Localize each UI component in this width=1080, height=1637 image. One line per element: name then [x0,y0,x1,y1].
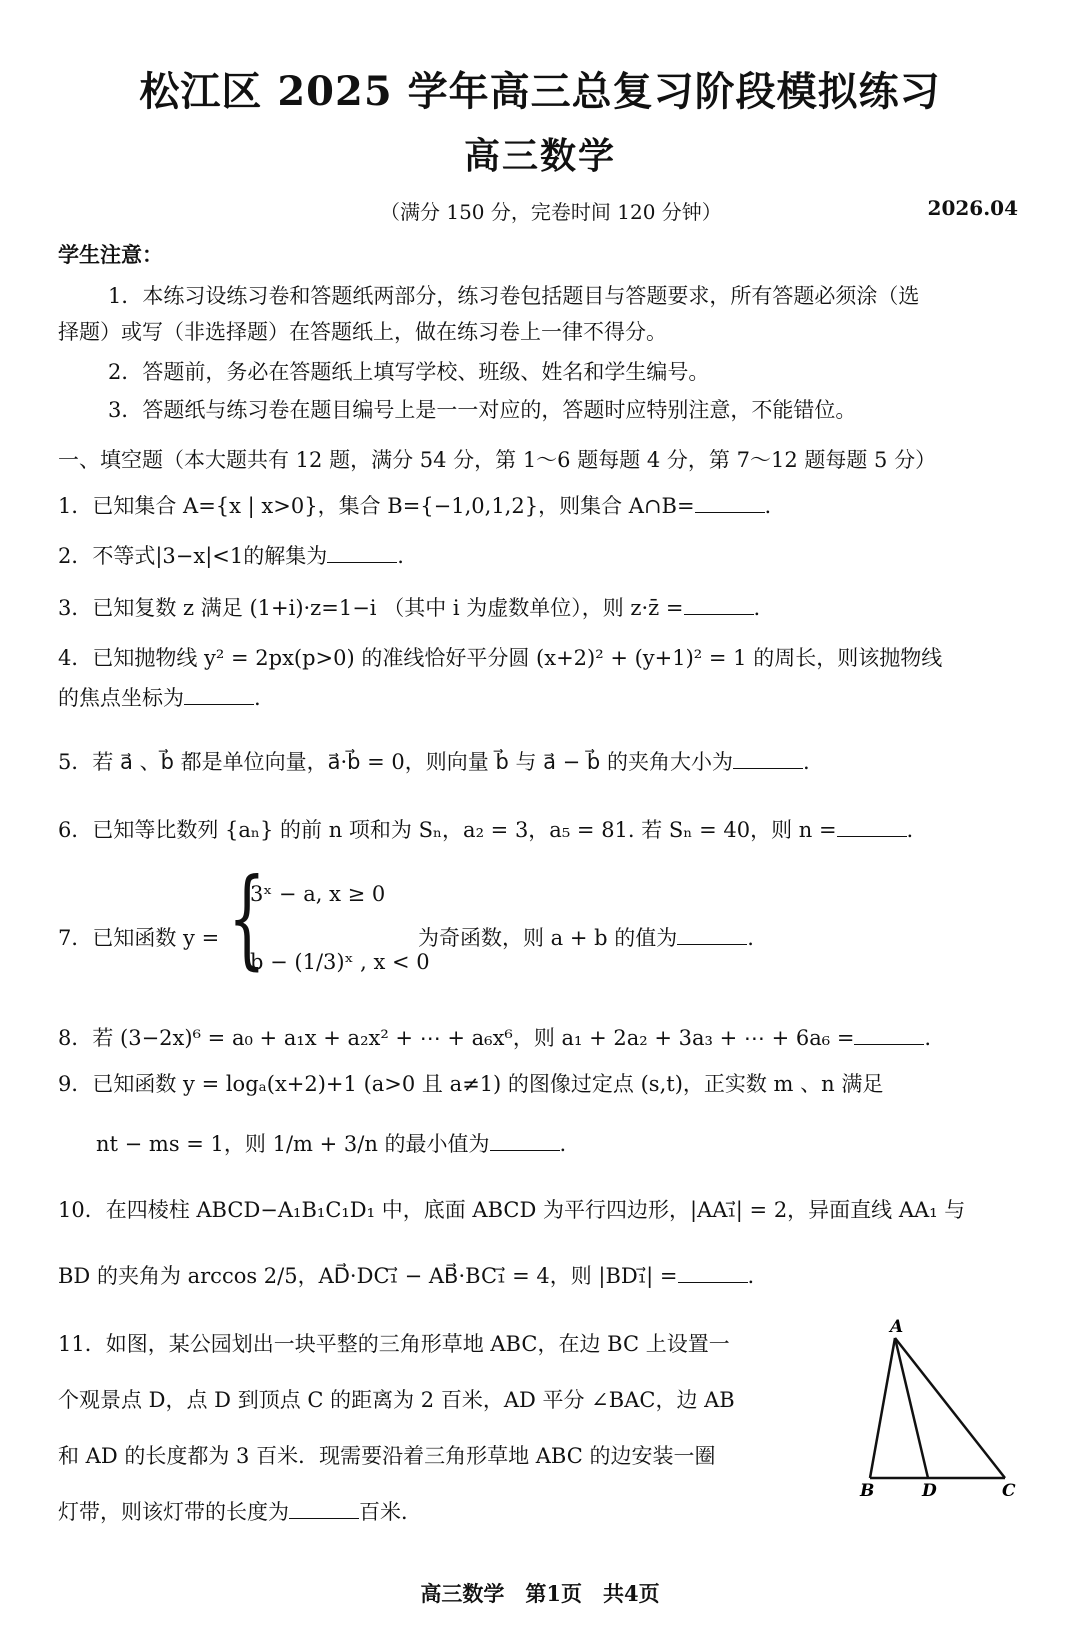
question-7: 为奇函数，则 a + b 的值为 . [418,926,754,950]
notice-item-3: 3．答题纸与练习卷在题目编号上是一一对应的，答题时应特别注意，不能错位。 [108,398,857,422]
question-11-cont-1: 个观景点 D，点 D 到顶点 C 的距离为 2 百米，AD 平分 ∠BAC，边 AB [58,1388,735,1412]
question-9-cont: nt − ms = 1，则 1/m + 3/n 的最小值为 . [96,1132,567,1156]
question-10-text: BD 的夹角为 arccos 2/5，AD⃗·DC₁⃗ − AB⃗·BC₁⃗ = 4，则 |BD₁⃗| = [58,1264,678,1288]
question-11-cont-2: 和 AD 的长度都为 3 百米．现需要沿着三角形草地 ABC 的边安装一圈 [58,1444,716,1468]
notice-item-2: 2．答题前，务必在答题纸上填写学校、班级、姓名和学生编号。 [108,360,710,384]
answer-blank [184,686,254,705]
question-4-text: 的焦点坐标为 [58,686,184,710]
edge-ab [870,1338,895,1478]
notice-heading: 学生注意： [58,242,163,267]
answer-blank [678,1264,748,1283]
question-2-text: 2．不等式|3−x|<1的解集为 [58,544,328,568]
label-d: D [922,1481,937,1498]
triangle-figure [850,1318,1030,1498]
notice-item-1: 1．本练习设练习卷和答题纸两部分，练习卷包括题目与答题要求，所有答题必须涂（选 [108,284,920,308]
question-4-cont: 的焦点坐标为 . [58,686,261,710]
question-11-unit: 百米． [359,1500,422,1524]
question-7-text: 为奇函数，则 a + b 的值为 [418,926,678,950]
question-3: 3．已知复数 z 满足 (1+i)·z=1−i （其中 i 为虚数单位），则 z·z̄ = . [58,596,761,620]
answer-blank [854,1026,924,1045]
question-6: 6．已知等比数列 {aₙ} 的前 n 项和为 Sₙ，a₂ = 3，a₅ = 81. 若 Sₙ = 40，则 n = . [58,818,914,842]
question-10: 10．在四棱柱 ABCD−A₁B₁C₁D₁ 中，底面 ABCD 为平行四边形，|AA₁⃗| = 2，异面直线 AA₁ 与 [58,1198,966,1222]
question-11-text: 灯带，则该灯带的长度为 [58,1500,289,1524]
question-7-case-2: b − (1/3)ˣ , x < 0 [250,950,430,974]
question-1-text: 1．已知集合 A={x | x>0}，集合 B={−1,0,1,2}，则集合 A∩B= [58,494,695,518]
section-heading: 一、填空题（本大题共有 12 题，满分 54 分，第 1～6 题每题 4 分，第 7～12 题每题 5 分） [58,448,937,472]
answer-blank [677,926,747,945]
label-b: B [860,1481,875,1498]
answer-blank [695,494,765,513]
label-c: C [1002,1481,1016,1498]
answer-blank [733,750,803,769]
question-4: 4．已知抛物线 y² = 2px(p>0) 的准线恰好平分圆 (x+2)² + (y+1)² = 1 的周长，则该抛物线 [58,646,943,670]
question-9-text: nt − ms = 1，则 1/m + 3/n 的最小值为 [96,1132,490,1156]
question-5: 5．若 a⃗ 、b⃗ 都是单位向量，a⃗·b⃗ = 0，则向量 b⃗ 与 a⃗ − b⃗ 的夹角大小为 . [58,750,810,774]
answer-blank [327,544,397,563]
question-8: 8．若 (3−2x)⁶ = a₀ + a₁x + a₂x² + ⋯ + a₆x⁶，则 a₁ + 2a₂ + 3a₃ + ⋯ + 6a₆ = . [58,1026,932,1050]
piecewise-brace: { [228,856,266,981]
exam-title: 松江区 2025 学年高三总复习阶段模拟练习 [139,68,941,115]
page-footer: 高三数学 第1页 共4页 [420,1581,660,1606]
exam-note: （满分 150 分，完卷时间 120 分钟） [380,200,722,224]
answer-blank [289,1500,359,1519]
question-7-case-1: 3ˣ − a, x ≥ 0 [250,882,386,906]
question-8-text: 8．若 (3−2x)⁶ = a₀ + a₁x + a₂x² + ⋯ + a₆x⁶，则 a₁ + 2a₂ + 3a₃ + ⋯ + 6a₆ = [58,1026,855,1050]
question-2: 2．不等式|3−x|<1的解集为 . [58,544,404,568]
question-1: 1．已知集合 A={x | x>0}，集合 B={−1,0,1,2}，则集合 A∩B= . [58,494,772,518]
question-11: 11．如图，某公园划出一块平整的三角形草地 ABC，在边 BC 上设置一 [58,1332,730,1356]
question-6-text: 6．已知等比数列 {aₙ} 的前 n 项和为 Sₙ，a₂ = 3，a₅ = 81. 若 Sₙ = 40，则 n = [58,818,837,842]
question-9: 9．已知函数 y = logₐ(x+2)+1 (a>0 且 a≠1) 的图像过定点 (s,t)，正实数 m 、n 满足 [58,1072,884,1096]
question-5-text: 5．若 a⃗ 、b⃗ 都是单位向量，a⃗·b⃗ = 0，则向量 b⃗ 与 a⃗ − b⃗ 的夹角大小为 [58,750,733,774]
answer-blank [684,596,754,615]
exam-date: 2026.04 [927,196,1018,220]
label-a: A [890,1318,904,1337]
exam-subtitle: 高三数学 [463,135,616,177]
question-11-cont-3 [58,1498,1040,1527]
answer-blank [837,818,907,837]
question-7-prefix: 7．已知函数 y = [58,926,220,950]
question-10-cont: BD 的夹角为 arccos 2/5，AD⃗·DC₁⃗ − AB⃗·BC₁⃗ = 4，则 |BD₁⃗| = . [58,1264,755,1288]
notice-item-1-cont: 择题）或写（非选择题）在答题纸上，做在练习卷上一律不得分。 [58,320,667,344]
question-3-text: 3．已知复数 z 满足 (1+i)·z=1−i （其中 i 为虚数单位），则 z·z̄ = [58,596,684,620]
answer-blank [490,1132,560,1151]
